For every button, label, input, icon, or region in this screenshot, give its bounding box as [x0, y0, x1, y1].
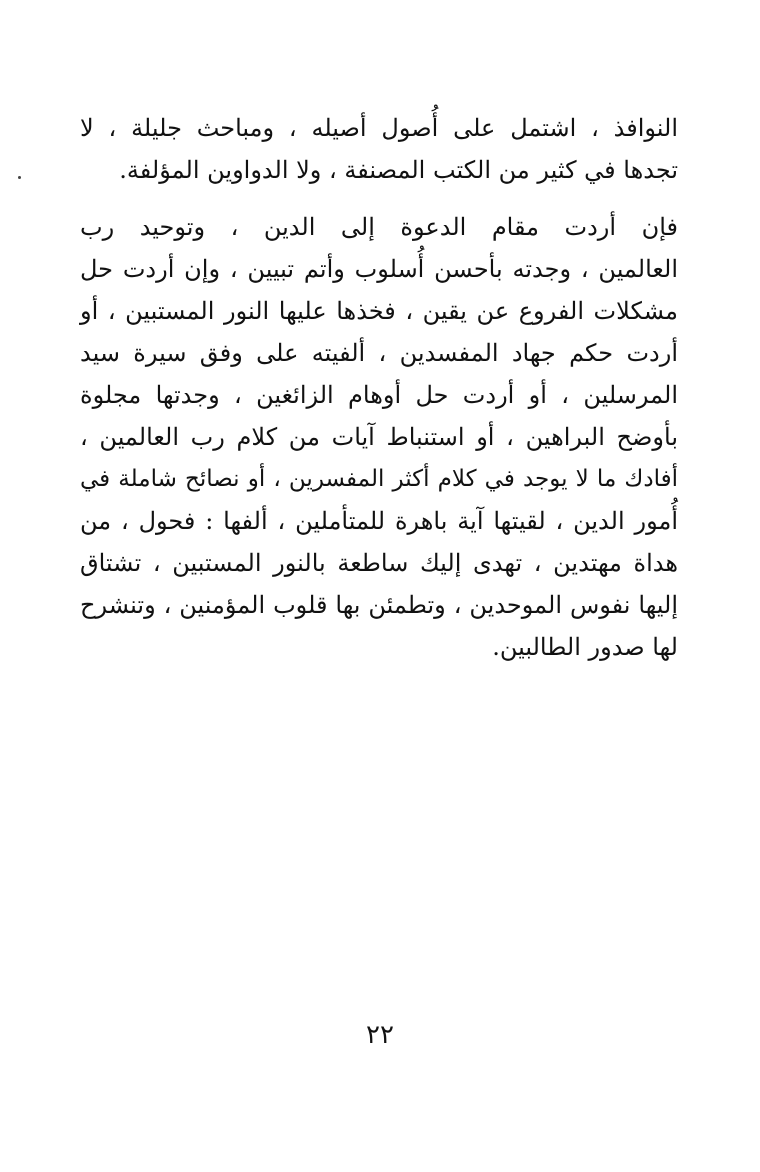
text-line: لها صدور الطالبين. — [492, 633, 678, 661]
text-line: العالمين ، وجدته بأحسن أُسلوب وأتم تبيين ، وإن أردت حل — [80, 255, 678, 283]
text-line: أفادك ما لا يوجد في كلام أكثر المفسرين ، أو نصائح شاملة في — [80, 466, 678, 492]
text-line: تجدها في كثير من الكتب المصنفة ، ولا الدواوين المؤلفة. — [119, 156, 678, 184]
page-number: ٢٢ — [366, 1020, 394, 1050]
text-line: هداة مهتدين ، تهدى إليك ساطعة بالنور المستبين ، تشتاق — [80, 549, 678, 577]
text-line: إليها نفوس الموحدين ، وتطمئن بها قلوب المؤمنين ، وتنشرح — [80, 591, 678, 619]
text-line: المرسلين ، أو أردت حل أوهام الزائغين ، وجدتها مجلوة — [80, 381, 678, 409]
text-line: فإن أردت مقام الدعوة إلى الدين ، وتوحيد رب — [80, 213, 678, 241]
text-line: بأوضح البراهين ، أو استنباط آيات من كلام رب العالمين ، — [80, 423, 678, 451]
text-line: النوافذ ، اشتمل على أُصول أصيله ، ومباحث جليلة ، لا — [80, 114, 678, 142]
paragraph-1 — [80, 107, 678, 191]
paragraph-2 — [80, 206, 678, 668]
text-line: أردت حكم جهاد المفسدين ، ألفيته على وفق سيرة سيد — [80, 339, 678, 367]
text-line: أُمور الدين ، لقيتها آية باهرة للمتأملين ، ألفها : فحول ، من — [80, 507, 678, 535]
stray-ink-dot — [18, 176, 21, 179]
text-line: مشكلات الفروع عن يقين ، فخذها عليها النور المستبين ، أو — [80, 297, 678, 325]
